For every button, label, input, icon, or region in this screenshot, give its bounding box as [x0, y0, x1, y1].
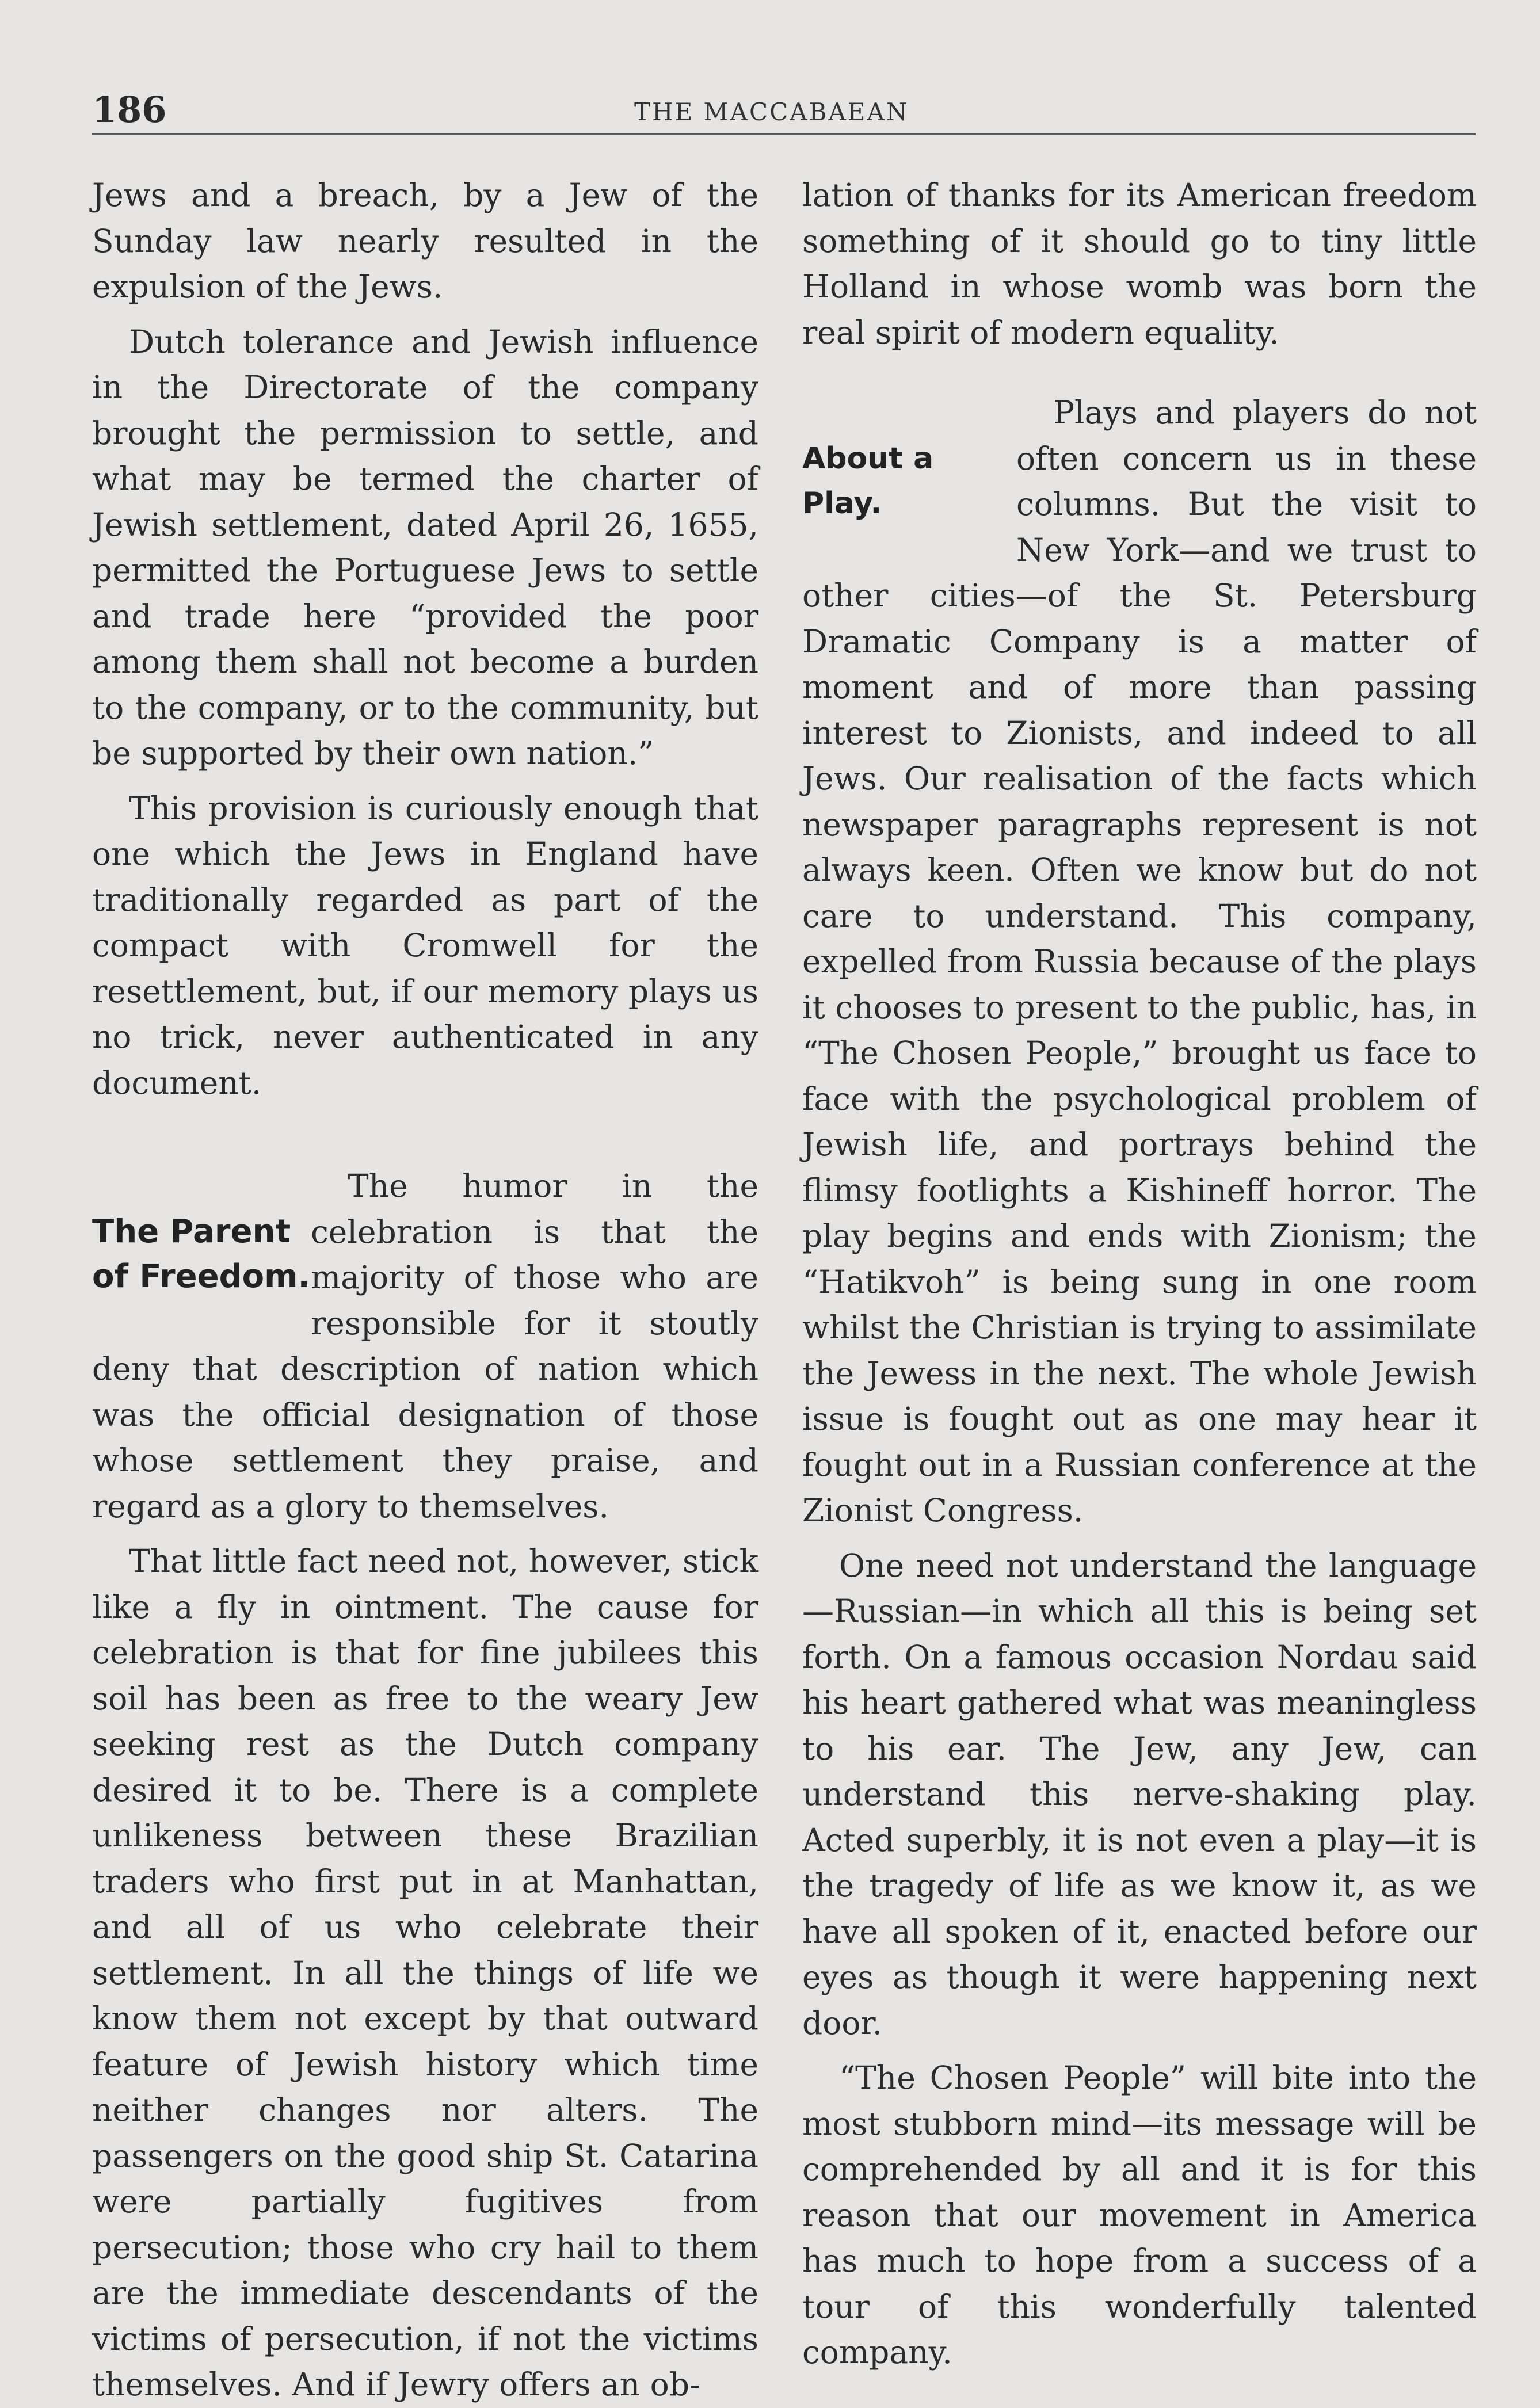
left-column — [92, 173, 758, 2408]
side-heading-line: of Freedom. — [92, 1258, 310, 1295]
side-heading-line: The Parent — [92, 1213, 291, 1250]
paragraph: Jews and a breach, by a Jew of the Sunday law nearly resulted in the expulsion of the Jews. — [92, 177, 758, 305]
paragraph: The humor in the celebration is that the majority of those who are responsible for it stoutly deny that description of nation which was the official designation of those whose settlement they praise, and regard as a glory to themselves. — [92, 1167, 758, 1525]
paragraph: Dutch tolerance and Jewish influence in the Directorate of the company brought the permission to settle, and what may be termed the charter of Jewish settlement, dated April 26, 1655, permitted the Portuguese Jews to settle and trade here “provided the poor among them shall not become a burden to the company, or to the community, but be supported by their own nation.” — [92, 323, 758, 772]
paragraph: lation of thanks for its American freedom something of it should go to tiny little Holland in whose womb was born the real spirit of modern equality. — [802, 177, 1477, 351]
section-parent-of-freedom — [92, 1163, 758, 1529]
paragraph: This provision is curiously enough that one which the Jews in England have traditionally regarded as part of the compact with Cromwell for the resettlement, but, if our memory plays us no trick, never authenticated in any document. — [92, 789, 758, 1101]
side-heading-line: About a — [802, 441, 934, 476]
right-column — [802, 173, 1477, 2376]
paragraph: Plays and players do not often concern us in these columns. But the visit to New York—and we trust to other cities—of the St. Petersburg Dramatic Company is a matter of moment and of more than passing interest to Zionists, and indeed to all Jews. Our realisation of the facts which newspaper paragraphs represent is not always keen. Often we know but do not care to understand. This company, expelled from Russia because of the plays it chooses to present to the public, has, in “The Chosen People,” brought us face to face with the psychological problem of Jewish life, and portrays behind the flimsy footlights a Kishineff horror. The play begins and ends with Zionism; the “Hatikvoh” is being sung in one room whilst the Christian is trying to assimilate the Jewess in the next. The whole Jewish issue is fought out as one may hear it fought out in a Russian conference at the Zionist Congress. — [802, 394, 1477, 1529]
page-number: 186 — [92, 89, 167, 131]
header-rule — [92, 133, 1476, 135]
paragraph: One need not understand the language —Russian—in which all this is being set forth. On a famous occasion Nordau said his heart gathered what was meaningless to his ear. The Jew, any Jew, can understand this nerve-shaking play. Acted superbly, it is not even a play—it is the tragedy of life as we know it, as we have all spoken of it, enacted before our eyes as though it were happening next door. — [802, 1547, 1477, 2041]
running-title: THE MACCABAEAN — [634, 98, 909, 126]
side-heading — [92, 1163, 311, 1346]
section-about-a-play — [802, 390, 1477, 1534]
paragraph: That little fact need not, however, stick like a fly in ointment. The cause for celebration is that for fine jubilees this soil has been as free to the weary Jew seeking rest as the Dutch company desired it to be. There is a complete unlikeness between these Brazilian traders who first put in at Manhattan, and all of us who celebrate their settlement. In all the things of life we know them not except by that outward feature of Jewish history which time neither changes nor alters. The passengers on the good ship St. Catarina were partially fugitives from persecution; those who cry hail to them are the immediate descendants of the victims of persecution, if not the victims themselves. And if Jewry offers an ob- — [92, 1543, 758, 2403]
page-header — [92, 85, 1476, 137]
paragraph: “The Chosen People” will bite into the most stubborn mind—its message will be comprehended by all and it is for this reason that our movement in America has much to hope from a success of a tour of this wonderfully talented company. — [802, 2059, 1477, 2371]
side-heading — [802, 390, 1016, 573]
side-heading-line: Play. — [802, 486, 882, 521]
